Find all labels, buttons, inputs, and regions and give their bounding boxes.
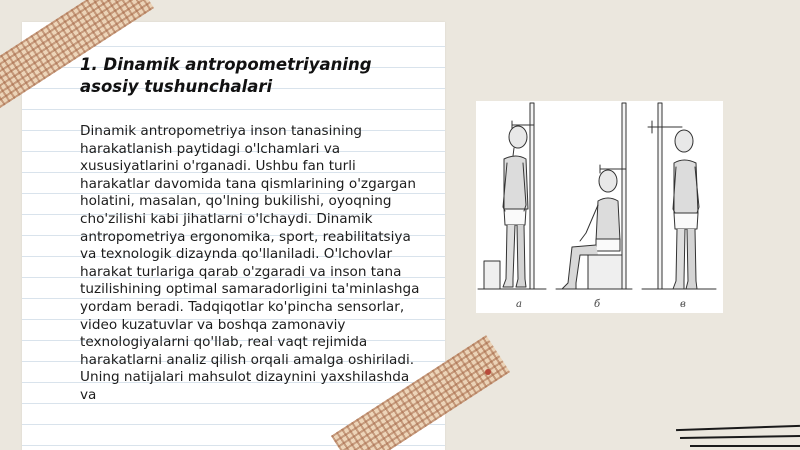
decorative-line [676,425,800,431]
body-paragraph: Dinamik antropometriya inson tanasining harakatlanish paytidagi o'lchamlari va xususiyatlarini o'rganadi. Ushbu fan turli harakatlar davomida tana qismlarining o'zgargan holatini, masalan, qo'lning bukilishi, oyoqning cho'zilishi kabi jihatlarni o'lchaydi. Dinamik antropometriya ergonomika, sport, reabilitatsiya va texnologik dizaynda qo'llaniladi. O'lchovlar harakat turlariga qarab o'zgaradi va inson tana tuzilishining optimal samaradorligini ta'minlashga yordam beradi. Tadqiqotlar ko'pincha sensorlar, video kuzatuvlar va boshqa zamonaviy texnologiyalarni qo'llab, real vaqt rejimida harakatlarni analiz qilish orqali amalga oshiriladi. Uning natijalari mahsulot dizaynini yaxshilashda va [80,123,420,403]
decorative-line [680,435,800,439]
decorative-line [690,445,800,447]
slide-title: 1. Dinamik antropometriyaning asosiy tushunchalari [80,55,372,96]
measurement-illustration [476,101,723,313]
figure-caption-c: в [680,299,686,310]
tape-corner-dot [485,369,491,375]
figure-b-seated [556,103,632,289]
figure-caption-a: а [516,299,522,310]
figure-c-standing [642,103,716,289]
anthropometry-figure [476,101,723,313]
figure-caption-b: б [594,299,601,310]
figure-a-standing [478,103,546,289]
